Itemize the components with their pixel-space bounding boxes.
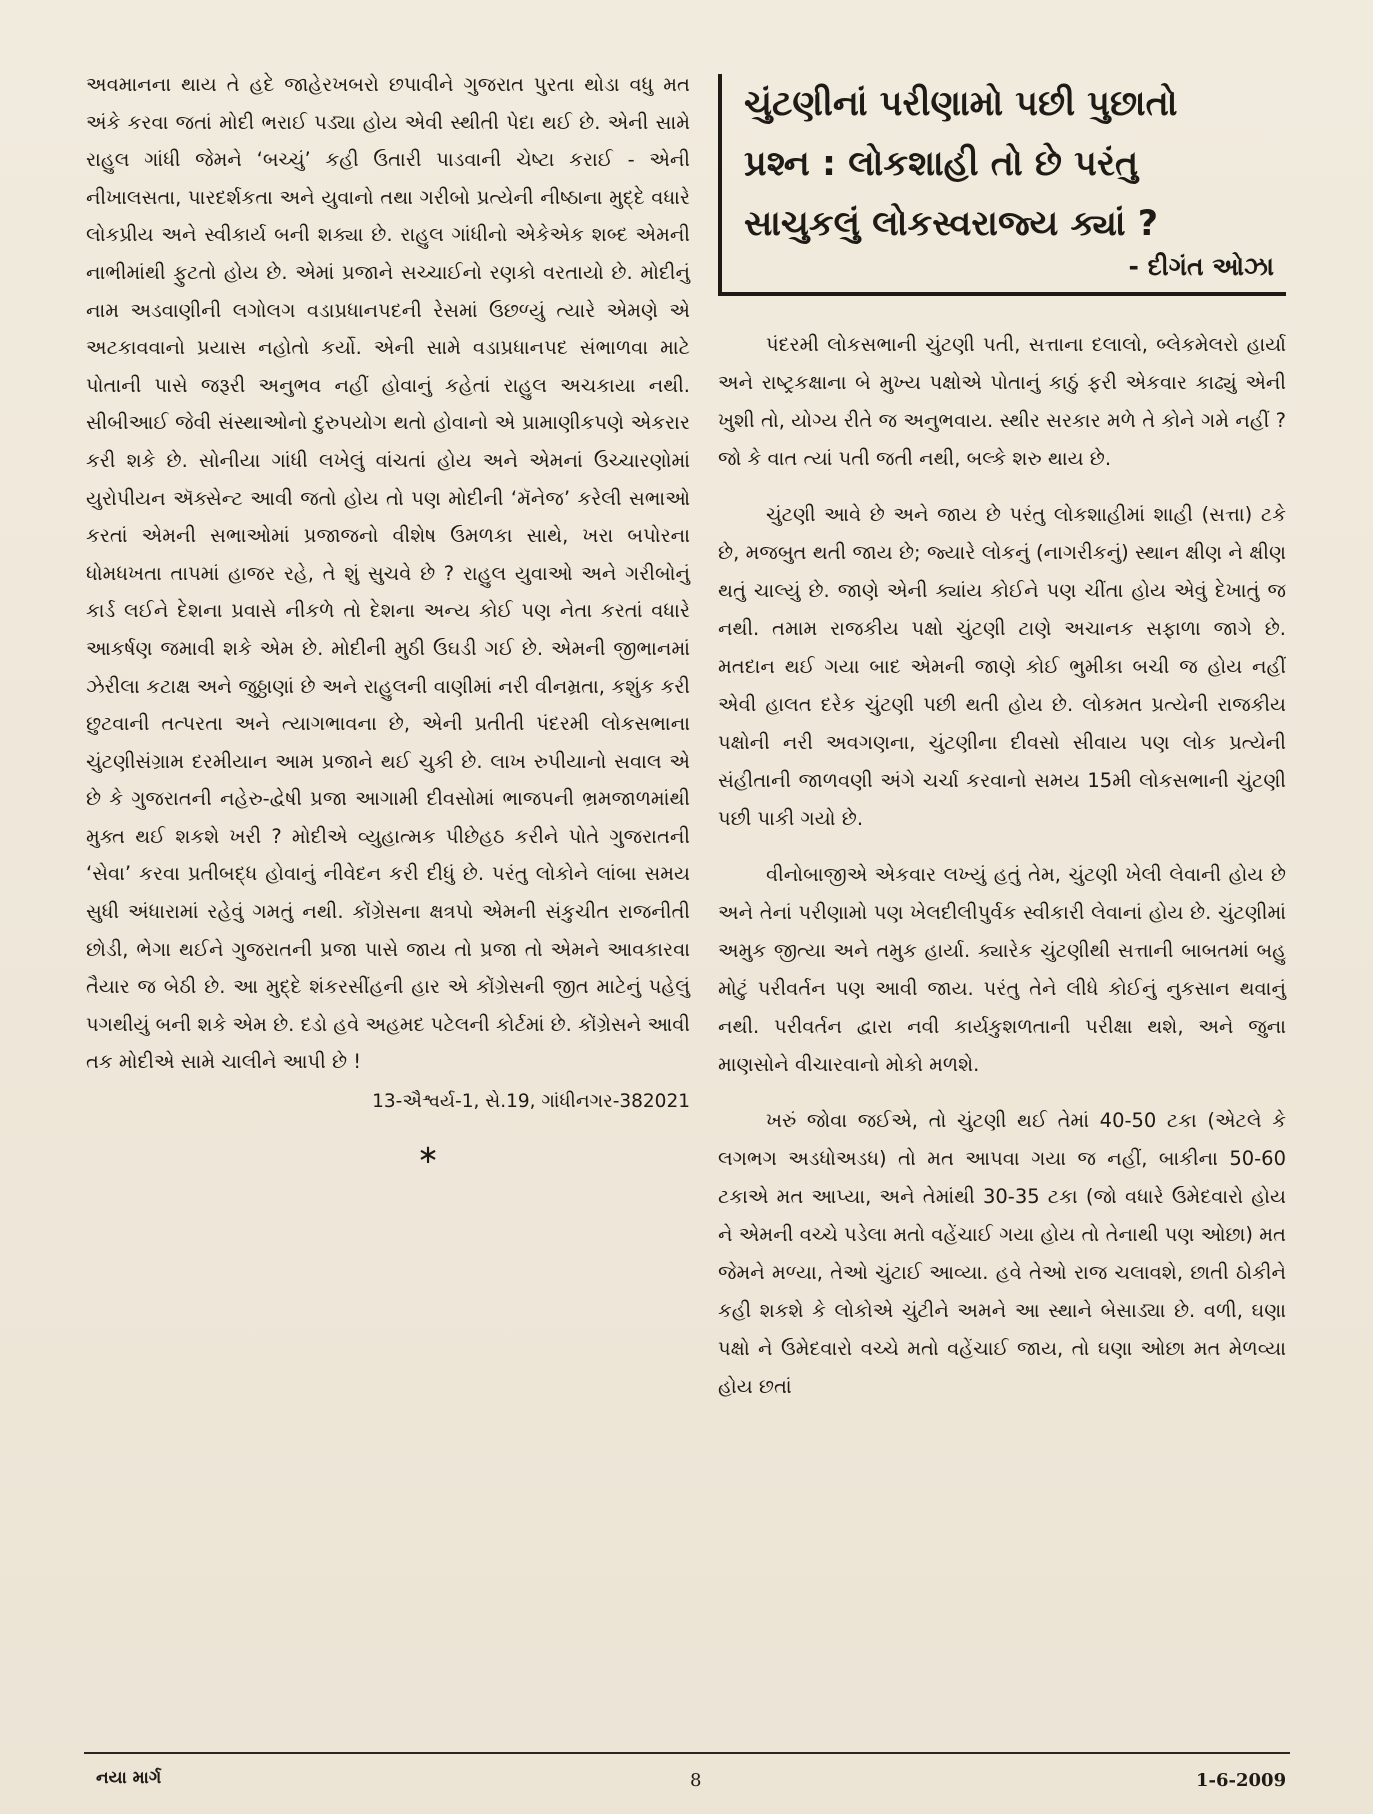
article-author: - દીગંત ઓઝા xyxy=(1128,252,1274,281)
article-title-line: પ્રશ્ન : લોકશાહી તો છે પરંતુ xyxy=(744,144,1139,184)
article-title xyxy=(744,74,1286,254)
article-paragraph: પંદરમી લોકસભાની ચુંટણી પતી, સત્તાના દલાલો, બ્લેકમેલરો હાર્યા અને રાષ્ટ્રકક્ષાના બે મુખ્ય પક્ષોએ પોતાનું કાઠું ફરી એકવાર કાઢ્યું એની ખુશી તો, યોગ્ય રીતે જ અનુભવાય. સ્થીર સરકાર મળે તે કોને ગમે નહીં ? જો કે વાત ત્યાં પતી જતી નથી, બલ્કે શરુ થાય છે. xyxy=(718,333,1286,470)
article-paragraph: ચુંટણી આવે છે અને જાય છે પરંતુ લોકશાહીમાં શાહી (સત્તા) ટકે છે, મજબુત થતી જાય છે; જ્યારે લોકનું (નાગરીકનું) સ્થાન ક્ષીણ ને ક્ષીણ થતું ચાલ્યું છે. જાણે એની ક્યાંય કોઈને પણ ચીંતા હોય એવું દેખાતું જ નથી. તમામ રાજકીય પક્ષો ચુંટણી ટાણે અચાનક સફાળા જાગે છે. મતદાન થઈ ગયા બાદ એમની જાણે કોઈ ભુમીકા બચી જ હોય નહીં એવી હાલત દરેક ચુંટણી પછી થતી હોય છે. લોકમત પ્રત્યેની રાજકીય પક્ષોની નરી અવગણના, ચુંટણીના દીવસો સીવાય પણ લોક પ્રત્યેની સંહીતાની જાળવણી અંગે ચર્ચા કરવાનો સમય 15મી લોકસભાની ચુંટણી પછી પાકી ગયો છે. xyxy=(718,503,1286,830)
footer-date: 1-6-2009 xyxy=(1196,1770,1287,1791)
footer-page-number: 8 xyxy=(690,1770,702,1791)
article-paragraph: ખરું જોવા જઈએ, તો ચુંટણી થઈ તેમાં 40-50 ટકા (એટલે કે લગભગ અડધોઅડધ) તો મત આપવા ગયા જ નહીં, બાકીના 50-60 ટકાએ મત આપ્યા, અને તેમાંથી 30-35 ટકા (જો વધારે ઉમેદવારો હોય ને એમની વચ્ચે પડેલા મતો વહેંચાઈ ગયા હોય તો તેનાથી પણ ઓછા) મત જેમને મળ્યા, તેઓ ચુંટાઈ આવ્યા. હવે તેઓ રાજ ચલાવશે, છાતી ઠોકીને કહી શકશે કે લોકોએ ચુંટીને અમને આ સ્થાને બેસાડ્યા છે. વળી, ઘણા પક્ષો ને ઉમેદવારો વચ્ચે મતો વહેંચાઈ જાય, તો ઘણા ઓછા મત મેળવ્યા હોય છતાં xyxy=(718,1109,1286,1398)
left-column-text: અવમાનના થાય તે હદે જાહેરખબરો છપાવીને ગુજરાત પુરતા થોડા વધુ મત અંકે કરવા જતાં મોદી ભરાઈ પડ્યા હોય એવી સ્થીતી પેદા થઈ છે. એની સામે રાહુલ ગાંધી જેમને ‘બચ્ચું’ કહી ઉતારી પાડવાની ચેષ્ટા કરાઈ - એની નીખાલસતા, પારદર્શકતા અને યુવાનો તથા ગરીબો પ્રત્યેની નીષ્ઠાના મુદ્દે વધારે લોકપ્રીય અને સ્વીકાર્ય બની શક્યા છે. રાહુલ ગાંધીનો એકેએક શબ્દ એમની નાભીમાંથી ફુટતો હોય છે. એમાં પ્રજાને સચ્ચાઈનો રણકો વરતાયો છે. મોદીનું નામ અડવાણીની લગોલગ વડાપ્રધાનપદની રેસમાં ઉછળ્યું ત્યારે એમણે એ અટકાવવાનો પ્રયાસ નહોતો કર્યો. એની સામે વડાપ્રધાનપદ સંભાળવા માટે પોતાની પાસે જરૂરી અનુભવ નહીં હોવાનું કહેતાં રાહુલ અચકાયા નથી. સીબીઆઈ જેવી સંસ્થાઓનો દુરુપયોગ થતો હોવાનો એ પ્રામાણીકપણે એકરાર કરી શકે છે. સોનીયા ગાંધી લખેલું વાંચતાં હોય અને એમનાં ઉચ્ચારણોમાં યુરોપીયન ઍક્સેન્ટ આવી જતો હોય તો પણ મોદીની ‘મૅનેજ’ કરેલી સભાઓ કરતાં એમની સભાઓમાં પ્રજાજનો વીશેષ ઉમળકા સાથે, ખરા બપોરના ધોમધખતા તાપમાં હાજર રહે, તે શું સુચવે છે ? રાહુલ યુવાઓ અને ગરીબોનું કાર્ડ લઈને દેશના પ્રવાસે નીકળે તો દેશના અન્ય કોઈ પણ નેતા કરતાં વધારે આકર્ષણ જમાવી શકે એમ છે. મોદીની મુઠી ઉઘડી ગઈ છે. એમની જીભાનમાં ઝેરીલા કટાક્ષ અને જુઠ્ઠાણાં છે અને રાહુલની વાણીમાં નરી વીનમ્રતા, કશુંક કરી છુટવાની તત્પરતા અને ત્યાગભાવના છે, એની પ્રતીતી પંદરમી લોકસભાના ચુંટણીસંગ્રામ દરમીયાન આમ પ્રજાને થઈ ચુકી છે. લાખ રુપીયાનો સવાલ એ છે કે ગુજરાતની નહેરુ-દ્વેષી પ્રજા આગામી દીવસોમાં ભાજપની ભ્રમજાળમાંથી મુક્ત થઈ શકશે ખરી ? મોદીએ વ્યુહાત્મક પીછેહઠ કરીને પોતે ગુજરાતની ‘સેવા’ કરવા પ્રતીબદ્ધ હોવાનું નીવેદન કરી દીધું છે. પરંતુ લોકોને લાંબા સમય સુધી અંધારામાં રહેવું ગમતું નથી. કોંગ્રેસના ક્ષત્રપો એમની સંકુચીત રાજનીતી છોડી, ભેગા થઈને ગુજરાતની પ્રજા પાસે જાય તો પ્રજા તો એમને આવકારવા તૈયાર જ બેઠી છે. આ મુદ્દે શંકરસીંહની હાર એ કોંગ્રેસની જીત માટેનું પહેલું પગથીયું બની શકે એમ છે. દડો હવે અહમદ પટેલની કોર્ટમાં છે. કોંગ્રેસને આવી તક મોદીએ સામે ચાલીને આપી છે ! xyxy=(86,73,690,1074)
article-paragraph: વીનોબાજીએ એકવાર લખ્યું હતું તેમ, ચુંટણી ખેલી લેવાની હોય છે અને તેનાં પરીણામો પણ ખેલદીલીપુર્વક સ્વીકારી લેવાનાં હોય છે. ચુંટણીમાં અમુક જીત્યા અને તમુક હાર્યા. ક્યારેક ચુંટણીથી સત્તાની બાબતમાં બહુ મોટું પરીવર્તન પણ આવી જાય. પરંતુ તેને લીધે કોઈનું નુકસાન થવાનું નથી. પરીવર્તન દ્વારા નવી કાર્યકુશળતાની પરીક્ષા થશે, અને જુના માણસોને વીચારવાનો મોકો મળશે. xyxy=(718,863,1286,1076)
footer-divider xyxy=(84,1752,1290,1754)
left-column xyxy=(86,66,690,1175)
article-title-line: ચુંટણીનાં પરીણામો પછી પુછાતો xyxy=(744,84,1178,124)
article-title-box xyxy=(718,74,1286,296)
section-separator: ∗ xyxy=(417,1140,439,1171)
footer-publication: નયા માર્ગ xyxy=(96,1768,162,1788)
address-signature: 13-ઐશ્વર્ય-1, સે.19, ગાંધીનગર-382021 xyxy=(372,1091,690,1113)
article-body xyxy=(718,326,1286,1424)
article-title-line: સાચુકલું લોકસ્વરાજ્ય ક્યાં ? xyxy=(744,204,1159,244)
